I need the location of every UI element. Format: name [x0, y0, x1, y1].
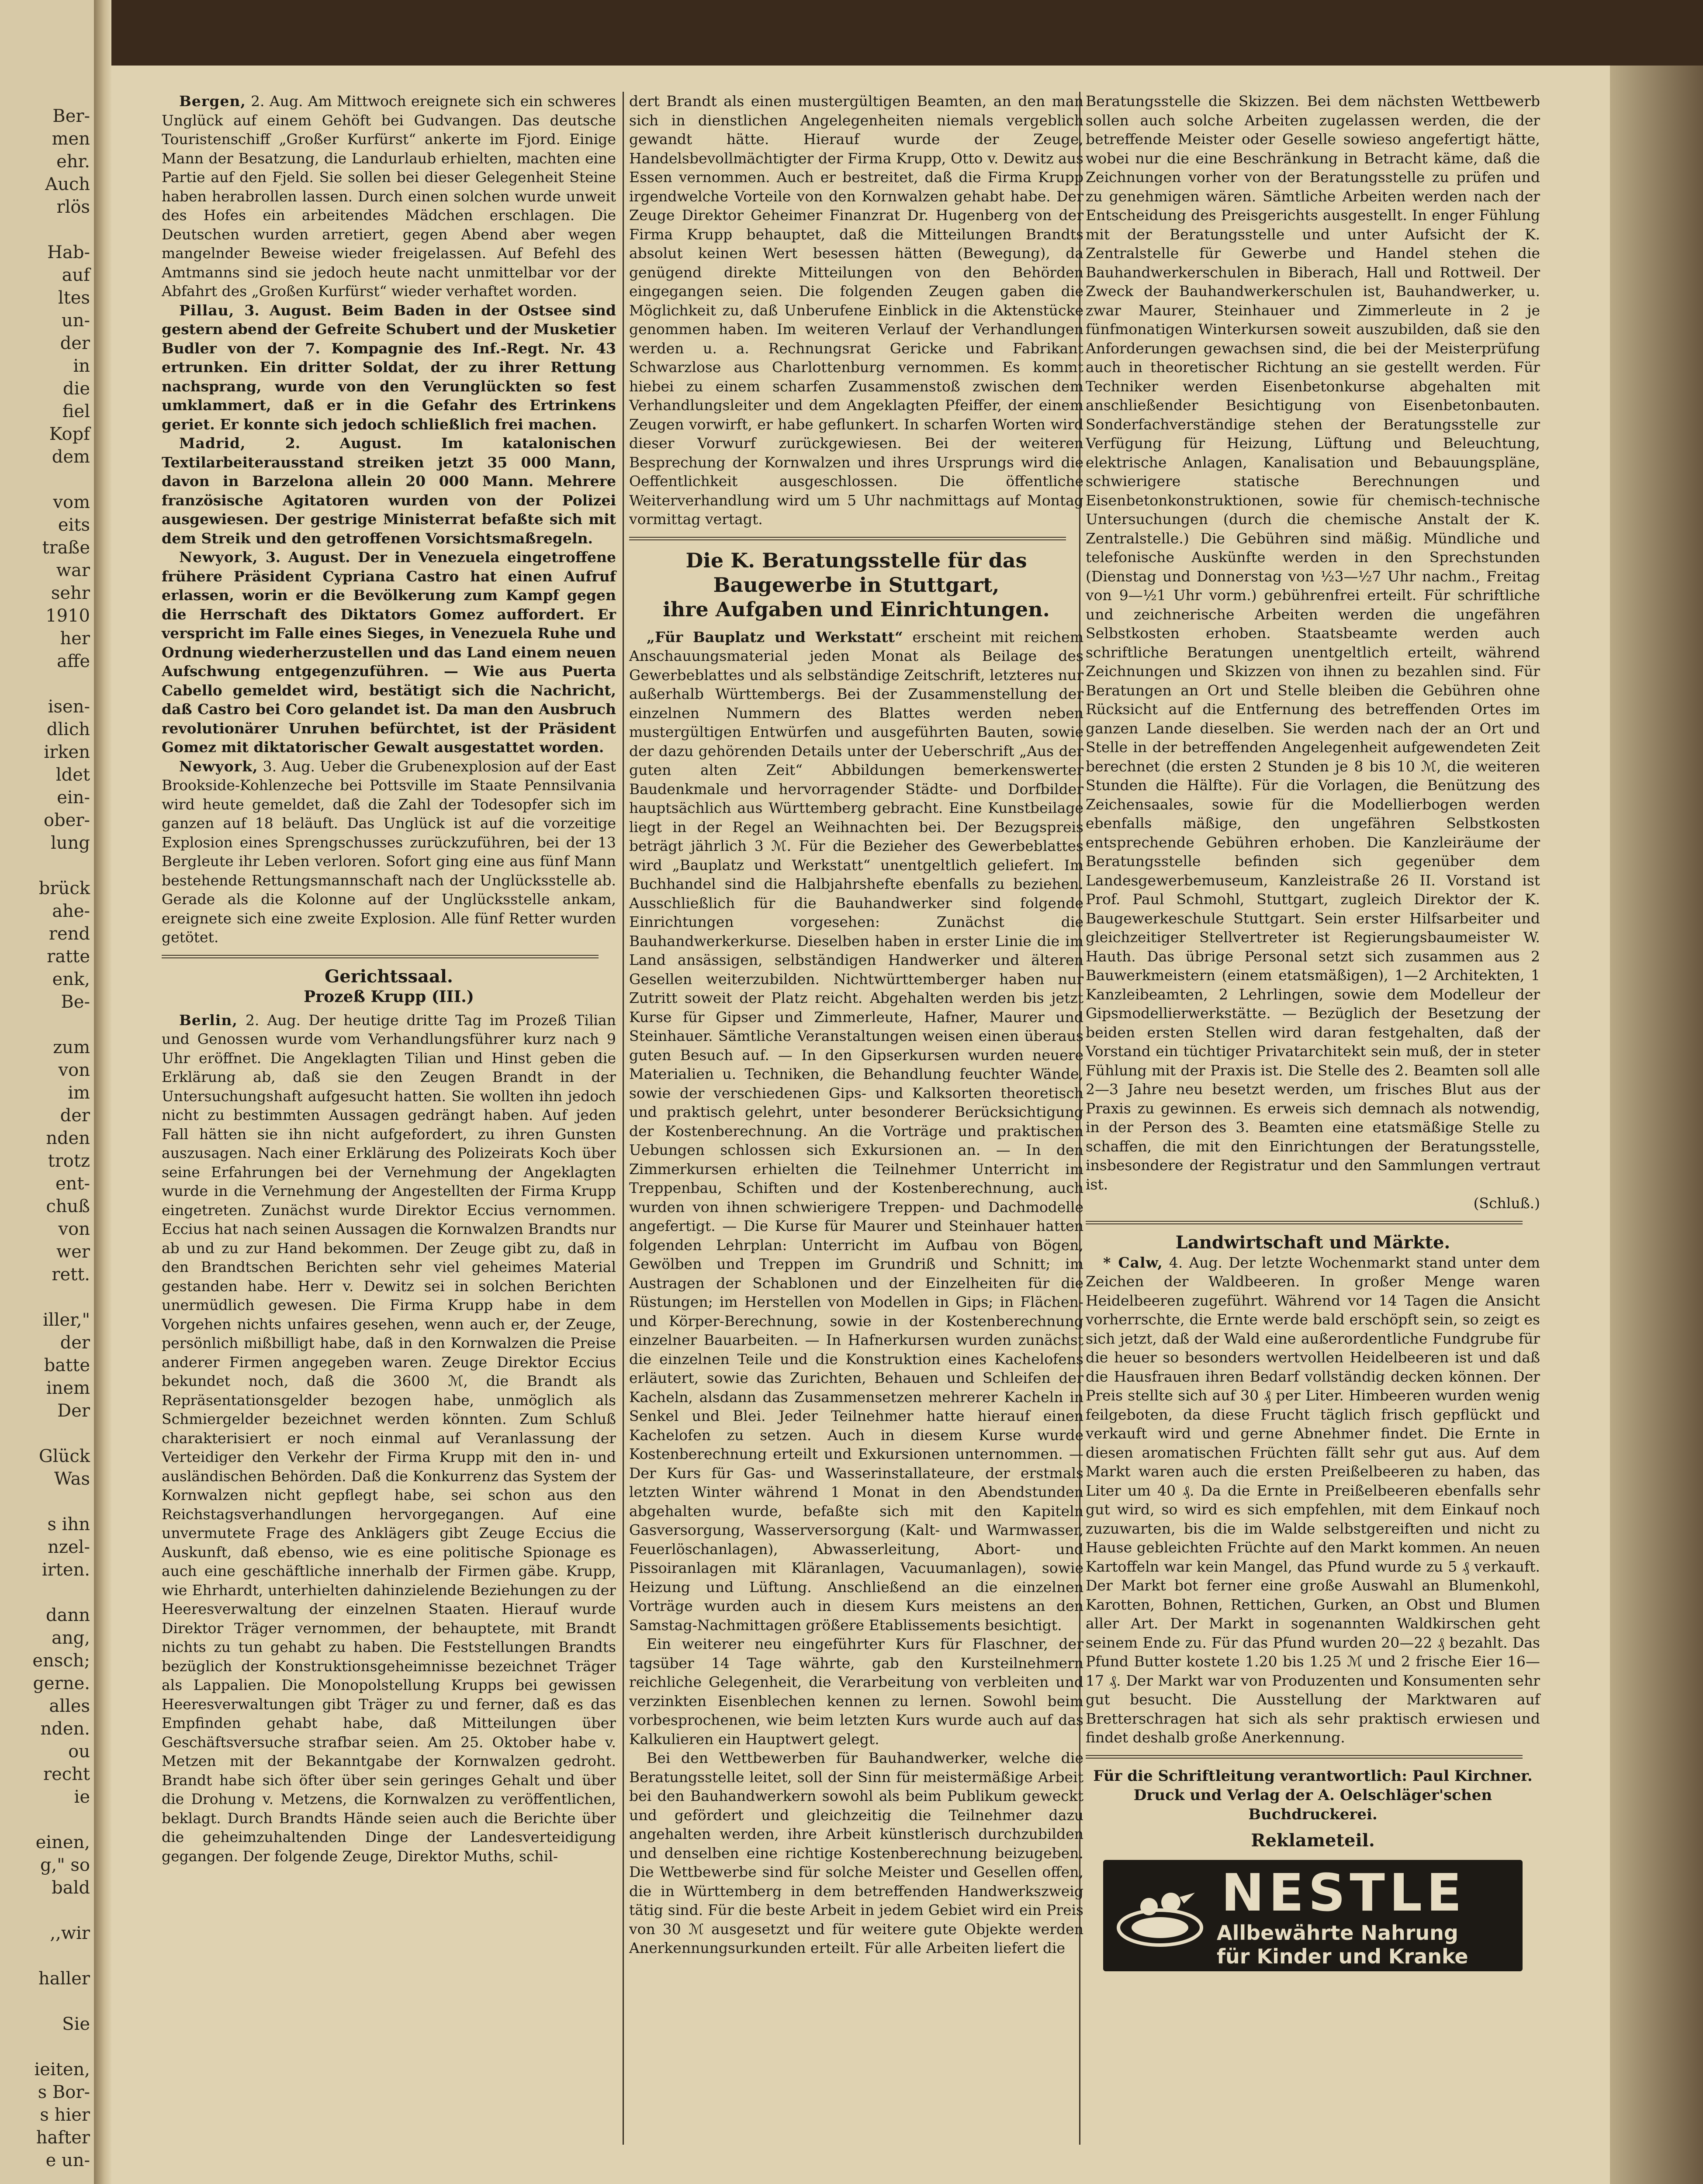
- news-item-madrid: Madrid, 2. August. Im katalonischen Textilarbeiterausstand streiken jetzt 35 000 Mann, davon in Barzelona allein 20 000 Mann. Mehrere französische Agitatoren wurden von der Polizei ausgewiesen. Der gestrige Ministerrat befaßte sich mit dem Streik und den getroffenen Vorsichtsmaßregeln.: [162, 435, 616, 547]
- gutter-fragment: Der: [57, 1401, 90, 1421]
- gutter-fragment: e un-: [45, 2150, 90, 2170]
- column-rule: [623, 92, 624, 2145]
- gutter-fragment: Kopf: [49, 424, 90, 444]
- gutter-fragment: war: [56, 560, 90, 581]
- gutter-fragment: im: [68, 1083, 90, 1103]
- adjacent-page-gutter: [0, 0, 94, 2184]
- gutter-fragment: ang,: [52, 1628, 90, 1648]
- gutter-fragment: Sie: [62, 2014, 90, 2034]
- page-fold: [94, 0, 111, 2184]
- nest-birds-logo-icon: [1114, 1880, 1206, 1949]
- gutter-fragment: bald: [52, 1878, 90, 1898]
- gutter-fragment: der: [60, 1106, 90, 1126]
- gutter-fragment: un-: [61, 311, 90, 331]
- gutter-fragment: dem: [52, 447, 90, 467]
- news-item-berlin: Berlin, 2. Aug. Der heutige dritte Tag im Prozeß Tilian und Genossen wurde vom Verhandlungsführer kurz nach 9 Uhr eröffnet. Die Angeklagten Tilian und Hinst geben die Erklärung ab, daß sie den Zeugen Brandt in der Untersuchungshaft aufgesucht hatten. Sie wollten ihn jedoch nicht zu bestimmten Aussagen gedrängt haben. Auf jeden Fall hätten sie ihn nicht aufgefordert, zu ihren Gunsten auszusagen. Nach einer Erklärung des Polizeirats Koch über seine Erfahrungen bei der Vernehmung der Angeklagten wurde in die Vernehmung der Angestellten der Firma Krupp eingetreten. Zunächst wurde Direktor Eccius vernommen. Eccius hat nach seinen Aussagen die Kornwalzen Brandts nur ab und zu zur Hand bekommen. Der Zeuge gibt zu, daß in den Brandtschen Berichten sehr viel geheimes Material gestanden habe. Herr v. Dewitz sei in solchen Berichten unermüdlich gewesen. Die Firma Krupp habe in dem Vorgehen nichts unfaires gesehen, wenn auch er, der Zeuge, persönlich mißbilligt habe, daß in den Kornwalzen die Preise anderer Firmen angegeben waren. Zeuge Direktor Eccius bekundet noch, daß die 3600 ℳ, die Brandt als Repräsentationsgelder bezogen habe, unmöglich als Schmiergelder bezeichnet werden könnten. Zum Schluß charakterisiert er noch einmal auf Veranlassung der Verteidiger den Verkehr der Firma Krupp mit den in- und ausländischen Behörden. Daß die Konkurrenz das System der Kornwalzen nicht gepflegt habe, sei schon aus den Reichstagsverhandlungen hervorgegangen. Auf eine unvermutete Frage des Anklägers gibt Zeuge Eccius die Auskunft, daß ebenso, wie es eine politische Spionage es auch eine geschäftliche innerhalb der Firmen gäbe. Krupp, wie Ehrhardt, unterhielten dahinzielende Beziehungen zu der Heeresverwaltung der einzelnen Staaten. Hierauf wurde Direktor Träger vernommen, der behauptete, mit Brandt nichts zu tun gehabt zu haben. Die Feststellungen Brandts bezüglich der Konstruktionsgeheimnisse bezeichnet Träger als Lappalien. Die Monopolstellung Krupps bei gewissen Heeresverwaltungen gibt Träger zu und ferner, daß es das Empfinden gehabt habe, daß Mitteilungen über Geschäftsversuche strafbar seien. Am 25. Oktober habe v. Metzen mit der Bekanntgabe der Kornwalzen gedroht. Brandt habe sich öfter über sein geringes Gehalt und über die Drohung v. Metzens, die Kornwalzen zu veröffentlichen, beklagt. Durch Brandts Hände seien auch die Berichte über die geheimzuhaltenden Dinge der Landesverteidigung gegangen. Der folgende Zeuge, Direktor Muths, schil-: [162, 1011, 616, 1865]
- gutter-fragment: inem: [46, 1378, 90, 1398]
- section-divider: [1086, 1221, 1523, 1224]
- gutter-fragment: haller: [38, 1969, 90, 1989]
- gutter-fragment: gerne.: [33, 1673, 90, 1693]
- news-item-calw: * Calw, 4. Aug. Der letzte Wochenmarkt stand unter dem Zeichen der Waldbeeren. In großer Menge waren Heidelbeeren zugeführt. Während vor 14 Tagen die Ansicht vorherrschte, die Ernte werde bald erschöpft sein, so zeigt es sich jetzt, daß der Wald eine außerordentliche Fundgrube für die heuer so besonders wertvollen Heidelbeeren ist und daß die Hausfrauen ihren Bedarf vollständig decken können. Der Preis stellte sich auf 30 ₰ per Liter. Himbeeren wurden wenig feilgeboten, da diese Frucht täglich frisch gepflückt und verkauft wird und gerne Abnehmer findet. Die Ernte in diesen aromatischen Früchten fällt sehr gut aus. Auf dem Markt waren auch die ersten Preißelbeeren zu haben, das Liter um 40 ₰. Da die Ernte in Preißelbeeren ebenfalls sehr gut wird, so wird es sich empfehlen, mit dem Einkauf noch zuzuwarten, bis die im Walde selbstgereiften und nicht zu Hause gebleichten Früchte auf den Markt kommen. An neuen Kartoffeln war kein Mangel, das Pfund wurde zu 5 ₰ verkauft. Der Markt bot ferner eine große Auswahl an Blumenkohl, Karotten, Bohnen, Rettichen, Gurken, an Obst und Blumen aller Art. Der Markt in sogenannten Waldkirschen geht seinem Ende zu. Für das Pfund wurden 20—22 ₰ bezahlt. Das Pfund Butter kostete 1.20 bis 1.25 ℳ und 2 frische Eier 16—17 ₰. Der Markt war von Produzenten und Konsumenten sehr gut besucht. Die Ausstellung der Marktwaren auf Bretterschragen hat sich als sehr praktisch erwiesen und findet deshalb große Anerkennung.: [1086, 1254, 1540, 1746]
- gutter-fragment: iller,": [43, 1310, 90, 1330]
- gutter-fragment: Be-: [61, 992, 90, 1012]
- gutter-fragment: s hier: [40, 2105, 90, 2125]
- gutter-fragment: nden: [46, 1128, 90, 1148]
- gutter-fragment: ober-: [44, 810, 90, 830]
- gutter-fragment: ahe-: [52, 901, 90, 921]
- gutter-fragment: rett.: [52, 1265, 90, 1285]
- gutter-fragment: dann: [46, 1605, 90, 1625]
- gutter-fragment: ent-: [55, 1174, 90, 1194]
- column-3: [1086, 92, 1540, 1971]
- gutter-fragment: dlich: [46, 719, 90, 740]
- gutter-fragment: chuß: [46, 1196, 90, 1216]
- gutter-fragment: einen,: [35, 1832, 90, 1852]
- news-item-pillau: Pillau, 3. August. Beim Baden in der Ostsee sind gestern abend der Gefreite Schubert und der Musketier Budler von der 7. Kompagnie des Inf.-Regt. Nr. 43 ertrunken. Ein dritter Soldat, der zu ihrer Rettung nachsprang, wurde von den Verunglückten so fest umklammert, daß er in die Gefahr des Ertrinkens geriet. Er konnte sich jedoch schließlich frei machen.: [162, 301, 616, 433]
- gutter-fragment: ldet: [55, 765, 90, 785]
- gutter-fragment: von: [58, 1219, 90, 1239]
- gutter-fragment: ltes: [58, 288, 90, 308]
- gutter-fragment: brück: [38, 878, 90, 898]
- gutter-fragment: rend: [48, 924, 90, 944]
- gutter-fragment: irken: [44, 742, 90, 762]
- section-heading-reklameteil: Reklameteil.: [1251, 1830, 1375, 1851]
- gutter-fragment: Hab-: [47, 242, 90, 263]
- gutter-fragment: recht: [43, 1764, 90, 1784]
- gutter-fragment: alles: [49, 1696, 90, 1716]
- article-continuation: Beratungsstelle die Skizzen. Bei dem nächsten Wettbewerb sollen auch solche Arbeiten zugelassen werden, die der betreffende Meister oder Geselle sowieso angefertigt hätte, wobei nur die eine Beschränkung in Betracht käme, daß die Zeichnungen vorher von der Beratungsstelle zu prüfen und zu genehmigen wären. Sämtliche Arbeiten werden nach der Entscheidung des Preisgerichts ausgestellt. In enger Fühlung mit der Beratungsstelle und unter Aufsicht der K. Zentralstelle für Gewerbe und Handel stehen die Bauhandwerkerschulen in Biberach, Hall und Rottweil. Der Zweck der Bauhandwerkerschulen ist, Bauhandwerker, u. zwar Maurer, Steinhauer und Zimmerleute in 2 je fünfmonatigen Winterkursen soweit auszubilden, daß sie den Anforderungen gewachsen sind, die bei der Meisterprüfung auch in theoretischer Richtung an sie gestellt werden. Für Techniker werden Eisenbetonkurse abgehalten mit anschließender Besichtigung von Eisenbetonbauten. Sonderfachverständige stehen der Beratungsstelle zur Verfügung für Heizung, Lüftung und Beleuchtung, elektrische Anlagen, Kanalisation und Bebauungspläne, schwierigere statische Berechnungen und Eisenbetonkonstruktionen, sowie für chemisch-technische Untersuchungen (durch die chemische Anstalt der K. Zentralstelle.) Die Gebühren sind mäßig. Mündliche und telefonische Auskünfte werden in den Sprechstunden (Dienstag und Donnerstag von ½3—½7 Uhr nachm., Freitag von 9—½1 Uhr vorm.) gebührenfrei erteilt. Für schriftliche und zeichnerische Arbeiten werden die ungefähren Selbstkosten erhoben. Staatsbeamte werden auch schriftliche Beratungen unentgeltlich erteilt, während Zeichnungen und Skizzen von ihnen zu bezahlen sind. Für Beratungen an Ort und Stelle bleiben die Gebühren ohne Rücksicht auf die Entfernung des betreffenden Ortes im ganzen Lande dieselben. Sie werden nach der an Ort und Stelle in der betreffenden Angelegenheit aufgewendeten Zeit berechnet (die ersten 2 Stunden je 8 bis 10 ℳ, die weiteren Stunden die Hälfte). Für die Vorlagen, die Benützung des Zeichensaales, sowie für die Modellierbogen werden ebenfalls mäßige, den ungefähren Selbstkosten entsprechende Gebühren erhoben. Die Kanzleiräume der Beratungsstelle befinden sich gegenüber dem Landesgewerbemuseum, Kanzleistraße 26 II. Vorstand ist Prof. Paul Schmohl, Stuttgart, zugleich Direktor der K. Baugewerkeschule Stuttgart. Sein erster Hilfsarbeiter und gleichzeitiger Stellvertreter ist Regierungsbaumeister W. Hauth. Das übrige Personal setzt sich zusammen aus 2 Bauwerkmeistern (einem etatsmäßigen), 1—2 Architekten, 1 Kanzleibeamten, 2 Lehrlingen, sowie dem Modelleur der Gipsmodellierwerkstätte. — Bezüglich der Besetzung der beiden ersten Stellen wird daran festgehalten, daß der Vorstand ein tüchtiger Privatarchitekt sein muß, der in steter Fühlung mit der Praxis ist. Die Stelle des 2. Beamten soll alle 2—3 Jahre neu besetzt werden, um frisches Blut aus der Praxis zu gewinnen. Es erweis sich demnach als notwendig, in der Person des 3. Beamten eine etatsmäßige Stelle zu schaffen, die mit den Einrichtungen der Beratungsstelle, insbesondere der Registratur und den Sammlungen vertraut ist.: [1086, 93, 1540, 1193]
- gutter-fragment: der: [60, 333, 90, 353]
- news-item-bergen: Bergen, 2. Aug. Am Mittwoch ereignete sich ein schweres Unglück auf einem Gehöft bei Gudvangen. Das deutsche Touristenschiff „Großer Kurfürst“ ankerte im Fjord. Einige Mann der Besatzung, die Landurlaub erhielten, machten eine Partie auf den Fjeld. Sie sollen bei dieser Gelegenheit Steine haben herabrollen lassen. Durch einen solchen wurde unweit des Hofes ein arbeitendes Mädchen erschlagen. Die Deutschen wurden arretiert, gegen Abend aber wegen mangelnder Beweise wieder freigelassen. Auf Befehl des Amtmanns sind sie jedoch heute nacht unmittelbar vor der Abfahrt des „Großen Kurfürst“ wieder verhaftet worden.: [162, 93, 616, 300]
- gutter-fragment: ieiten,: [34, 2060, 90, 2080]
- gutter-fragment: der: [60, 1333, 90, 1353]
- article-paragraph: „Für Bauplatz und Werkstatt“ erscheint mit reichem Anschauungsmaterial jeden Monat als Beilage des Gewerbeblattes und als selbständige Zeitschrift, letzteres nur außerhalb Württembergs. Bei der Zusammenstellung der einzelnen Nummern des Blattes werden neben mustergültigen Entwürfen und ausgeführten Bauten, sowie der dazu gehörenden Details unter der Ueberschrift „Aus der guten alten Zeit“ Abbildungen bemerkenswerter Baudenkmale und hervorragender Städte- und Dorfbilder hauptsächlich aus Württemberg gebracht. Eine Kunstbeilage liegt in der Regel an Weihnachten bei. Der Bezugspreis beträgt jährlich 3 ℳ. Für die Bezieher des Gewerbeblattes wird „Bauplatz und Werkstatt“ unentgeltlich geliefert. Im Buchhandel sind die Halbjahrshefte ebenfalls zu beziehen. Ausschließlich für die Bauhandwerker sind folgende Einrichtungen vorgesehen: Zunächst die Bauhandwerkerkurse. Dieselben haben in erster Linie die im Land ansässigen, selbständigen Handwerker und älteren Gesellen weiterzubilden. Nichtwürttemberger haben nur Zutritt soweit der Platz reicht. Abgehalten werden bis jetzt Kurse für Gipser und Zimmerleute, Hafner, Maurer und Steinhauer. Sämtliche Veranstaltungen weisen einen überaus guten Besuch auf. — In den Gipserkursen wurden neuere Materialien u. Techniken, die Behandlung feuchter Wände, sowie der verschiedenen Gips- und Kalksorten theoretisch und praktisch gelehrt, unter besonderer Berücksichtigung der Kostenberechnung. An die Vorträge und praktischen Uebungen schlossen sich Exkursionen an. — In den Zimmerkursen erhielten die Teilnehmer Unterricht im Treppenbau, Schiften und der Kostenberechnung, auch wurden von ihnen schwierigere Treppen- und Dachmodelle angefertigt. — Die Kurse für Maurer und Steinhauer hatten folgenden Lehrplan: Unterricht im Aufbau von Bögen, Gewölben und Treppen im Grundriß und Schnitt; im Austragen der Schablonen und der Einzelheiten für die Rüstungen; im Herstellen von Modellen in Gips; in Flächen- und Körper-Berechnung, sowie in der Kostenberechnung einzelner Bauarbeiten. — In Hafnerkursen wurden zunächst die einzelnen Teile und die Konstruktion eines Kachelofens erläutert, sowie das Zurichten, Behauen und Schleifen der Kacheln, alsdann das Zusammensetzen mehrerer Kacheln in Senkel und Blei. Jeder Teilnehmer hatte hierauf einen Kachelofen zu setzen. Auch in diesem Kurse wurde Kostenberechnung erteilt und Exkursionen unternommen. — Der Kurs für Gas- und Wasserinstallateure, der erstmals letzten Winter während 1 Monat in den Abendstunden abgehalten wurde, befaßte sich mit den Kapiteln Gasversorgung, Wasserversorgung (Kalt- und Warmwasser, Feuerlöschanlagen), Abwasserleitung, Abort- und Pissoiranlagen mit Kläranlagen, Vacuumanlagen), sowie Heizung und Lüftung. Anschließend an die einzelnen Vorträge wurden auch in diesem Kurs meistens an den Samstag-Nachmittagen größere Etablissements besichtigt.: [629, 628, 1083, 1634]
- gutter-fragment: Was: [54, 1469, 90, 1489]
- gutter-fragment: g," so: [40, 1855, 90, 1875]
- gutter-fragment: ou: [68, 1742, 90, 1762]
- gutter-fragment: fiel: [62, 401, 90, 422]
- article-end-mark: (Schluß.): [1473, 1195, 1540, 1212]
- gutter-fragment: ein-: [57, 788, 90, 808]
- gutter-fragment: irten.: [42, 1560, 90, 1580]
- gutter-fragment: Auch: [45, 174, 90, 194]
- section-heading-gerichtssaal: Gerichtssaal.: [325, 966, 453, 987]
- gutter-fragment: isen-: [48, 697, 90, 717]
- gutter-fragment: zum: [53, 1037, 90, 1057]
- section-divider: [629, 537, 1066, 540]
- gutter-fragment: ehr.: [56, 152, 90, 172]
- article-paragraph: Bei den Wettbewerben für Bauhandwerker, welche die Beratungsstelle leitet, soll der Sinn für meistermäßige Arbeit bei den Bauhandwerkern sowohl als beim Publikum geweckt und gefördert und gleichzeitig die Teilnehmer dazu angehalten werden, ihre Arbeit künstlerisch durchzubilden und denselben eine richtige Kostenberechnung beizugeben. Die Wettbewerbe sind für solche Meister und Gesellen offen, die in Württemberg in dem betreffenden Handwerkszweig tätig sind. Für die beste Arbeit in jedem Gebiet wird ein Preis von 30 ℳ ausgesetzt und für weitere gute Objekte werden Anerkennungsurkunden erteilt. Für alle Arbeiten liefert die: [629, 1749, 1083, 1956]
- gutter-fragment: ie: [74, 1787, 90, 1807]
- gutter-fragment: trotz: [48, 1151, 90, 1171]
- gutter-fragment: in: [73, 356, 90, 376]
- imprint: Für die Schriftleitung verantwortlich: Paul Kirchner. Druck und Verlag der A. Oelschläger'schen Buchdruckerei.: [1093, 1767, 1533, 1823]
- gutter-fragment: hafter: [36, 2128, 90, 2148]
- ad-tagline: Allbewährte Nahrung für Kinder und Kranke: [1217, 1921, 1468, 1968]
- gutter-fragment: s Bor-: [38, 2082, 90, 2102]
- section-divider: [1086, 1755, 1523, 1759]
- gutter-fragment: 1910: [45, 606, 90, 626]
- column-2: [629, 92, 1083, 1958]
- news-item-newyork-2: Newyork, 3. Aug. Ueber die Grubenexplosion auf der East Brookside-Kohlenzeche bei Pottsville im Staate Pennsilvania wird heute gemeldet, daß die Zahl der Todesopfer sich im ganzen auf 18 beläuft. Das Unglück ist auf die vorzeitige Explosion eines Sprengschusses zurückzuführen, bei der 13 Bergleute ihr Leben verloren. Sofort ging eine aus fünf Mann bestehende Rettungsmannschaft nach der Unglücksstelle ab. Gerade als die Kolonne auf der Unglücksstelle ankam, ereignete sich eine zweite Explosion. Alle fünf Retter wurden getötet.: [162, 757, 616, 946]
- gutter-fragment: nzel-: [48, 1537, 90, 1557]
- gutter-fragment: lung: [51, 833, 90, 853]
- column-1: [162, 92, 616, 1866]
- gutter-fragment: men: [52, 129, 90, 149]
- gutter-fragment: batte: [44, 1355, 90, 1375]
- subheading-prozess-krupp: Prozeß Krupp (III.): [304, 987, 474, 1006]
- article-paragraph: Ein weiterer neu eingeführter Kurs für Flaschner, der tagsüber 14 Tage währte, gab den Kursteilnehmern reichliche Gelegenheit, die Verarbeitung von verbleiten und verzinkten Eisenblechen kennen zu lernen. Sowohl beim vorbesprochenen, wie beim letzten Kurs wurde auch auf das Kalkulieren ein Hauptwert gelegt.: [629, 1635, 1083, 1748]
- gutter-fragment: s ihn: [47, 1514, 90, 1534]
- gutter-fragment: enk,: [52, 969, 90, 989]
- gutter-fragment: sehr: [51, 583, 90, 603]
- gutter-fragment: ensch;: [32, 1651, 90, 1671]
- gutter-fragment: Glück: [38, 1446, 90, 1466]
- article-headline: Die K. Beratungsstelle für das Baugewerbe in Stuttgart, ihre Aufgaben und Einrichtungen.: [663, 548, 1050, 621]
- gutter-fragment: affe: [57, 651, 90, 671]
- gutter-fragment: von: [58, 1060, 90, 1080]
- gutter-fragment: eits: [58, 515, 90, 535]
- article-continuation: dert Brandt als einen mustergültigen Beamten, an den man sich in dienstlichen Angelegenheiten niemals vergeblich gewandt hätte. Hierauf wurde der Zeuge, Handelsbevollmächtigter der Firma Krupp, Otto v. Dewitz aus Essen vernommen. Auch er bestreitet, daß die Firma Krupp irgendwelche Vorteile von den Kornwalzen gehabt habe. Der Zeuge Direktor Geheimer Finanzrat Dr. Hugenberg von der Firma Krupp behauptet, daß die Mitteilungen Brandts absolut keinen Wert besessen hätten (Bewegung), da genügend direkte Mitteilungen von den Behörden eingegangen seien. Die folgenden Zeugen gaben die Möglichkeit zu, daß Unberufene Einblick in die Aktenstücke genommen haben. Im weiteren Verlauf der Verhandlungen werden u. a. Rechnungsrat Gericke und Fabrikant Schwarzlose aus Charlottenburg vernommen. Es kommt hiebei zu einem scharfen Zusammenstoß zwischen dem Verhandlungsleiter und dem Angeklagten Pfeiffer, der einem Zeugen vorwirft, er habe geflunkert. In scharfen Worten wird dieser Vorwurf zurückgewiesen. Bei der weiteren Besprechung der Kornwalzen und ihres Ursprungs wird die Oeffentlichkeit ausgeschlossen. Die öffentliche Weiterverhandlung wird um 5 Uhr nachmittags auf Montag vormittag vertagt.: [629, 93, 1083, 528]
- gutter-fragment: ratte: [47, 947, 90, 967]
- section-divider: [162, 955, 599, 958]
- ad-brand: NESTLE: [1221, 1862, 1466, 1923]
- section-heading-landwirtschaft: Landwirtschaft und Märkte.: [1175, 1232, 1450, 1253]
- gutter-fragment: auf: [62, 265, 90, 285]
- gutter-fragment: die: [62, 379, 90, 399]
- gutter-fragment: her: [60, 629, 90, 649]
- gutter-fragment: Ber-: [52, 106, 90, 126]
- news-item-newyork-1: Newyork, 3. August. Der in Venezuela eingetroffene frühere Präsident Cypriana Castro hat einen Aufruf erlassen, worin er die Bevölkerung zum Kampf gegen die Herrschaft des Diktators Gomez auffordert. Er verspricht im Falle eines Sieges, in Venezuela Ruhe und Ordnung wiederherzustellen und das Land einem neuen Aufschwung entgegenzuführen. — Wie aus Puerta Cabello gemeldet wird, bestätigt sich die Nachricht, daß Castro bei Coro gelandet ist. Da man den Ausbruch revolutionärer Unruhen befürchtet, ist der Präsident Gomez mit diktatorischer Gewalt ausgestattet worden.: [162, 549, 616, 756]
- nestle-advertisement: [1103, 1860, 1523, 1971]
- page-edge: [1610, 66, 1703, 2184]
- gutter-fragment: wer: [56, 1242, 90, 1262]
- newspaper-page: [111, 66, 1610, 2184]
- gutter-fragment: rlös: [56, 197, 90, 217]
- gutter-fragment: traße: [42, 538, 90, 558]
- gutter-fragment: nden.: [40, 1719, 90, 1739]
- gutter-fragment: vom: [53, 492, 90, 512]
- gutter-fragment: ,,wir: [50, 1923, 90, 1943]
